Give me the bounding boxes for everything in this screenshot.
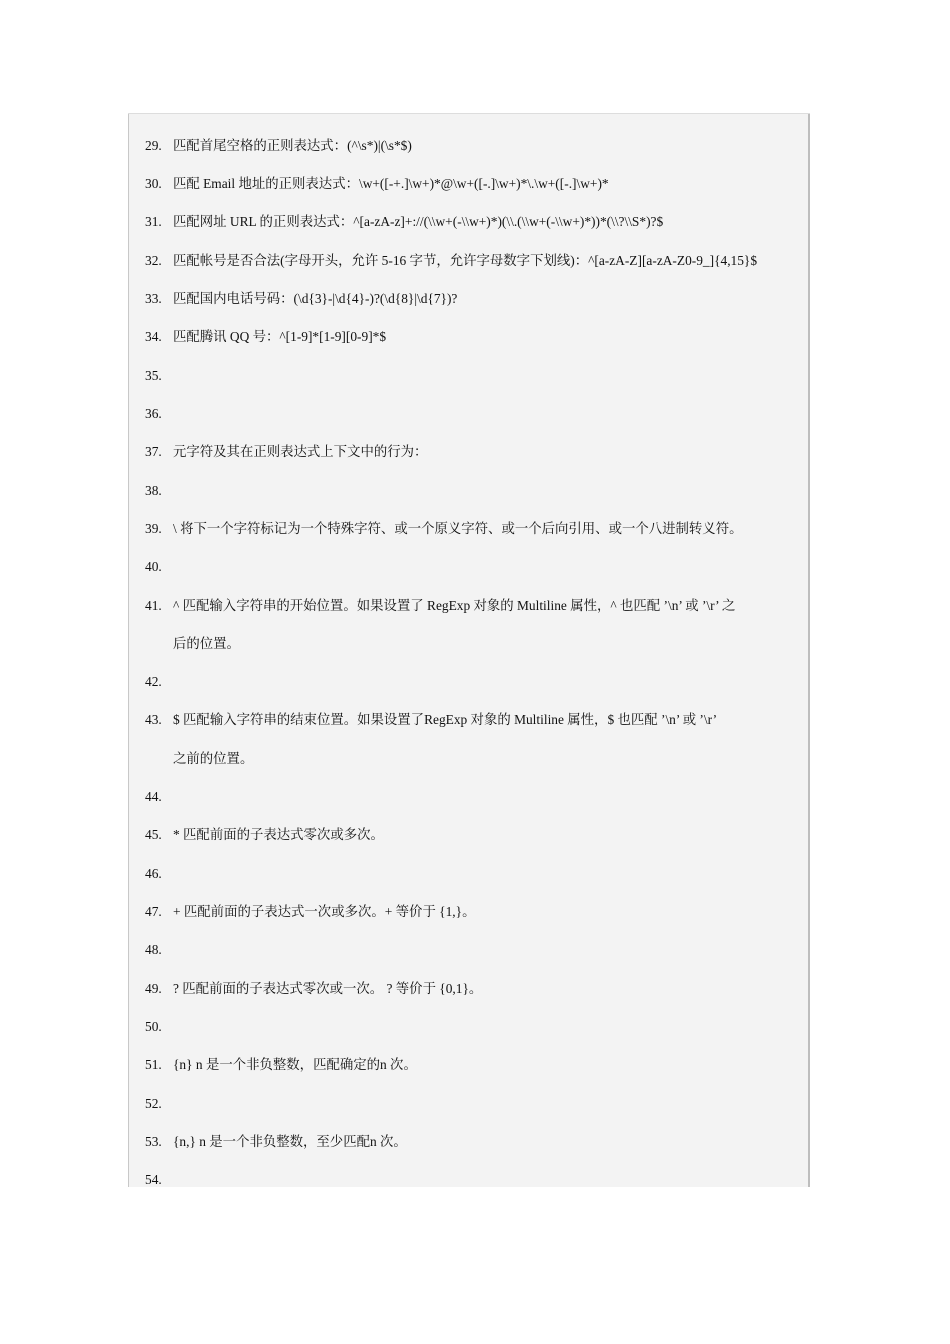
code-line: 46.: [145, 866, 162, 881]
code-line: 36.: [145, 406, 162, 421]
code-line: 37. 元字符及其在正则表达式上下文中的行为：: [145, 444, 428, 459]
code-line: 51. {n} n 是一个非负整数，匹配确定的n 次。: [145, 1057, 417, 1072]
code-line: 31. 匹配网址 URL 的正则表达式：^[a-zA-z]+://(\\w+(-\\w+)*)(\\.(\\w+(-\\w+)*))*(\\?\\S*)?$: [145, 214, 664, 229]
code-line: 41. ^ 匹配输入字符串的开始位置。如果设置了 RegExp 对象的 Multiline 属性，^ 也匹配 ’\n’ 或 ’\r’ 之: [145, 598, 736, 613]
code-line: 49. ? 匹配前面的子表达式零次或一次。 ? 等价于 {0,1}。: [145, 981, 483, 996]
code-line: 45. * 匹配前面的子表达式零次或多次。: [145, 827, 384, 842]
code-line-continuation: 后的位置。: [173, 636, 240, 651]
code-line: 38.: [145, 483, 162, 498]
code-listing-panel: [128, 113, 810, 1187]
code-line: 40.: [145, 559, 162, 574]
code-line: 52.: [145, 1096, 162, 1111]
code-line: 43. $ 匹配输入字符串的结束位置。如果设置了RegExp 对象的 Multiline 属性，$ 也匹配 ’\n’ 或 ’\r’: [145, 712, 718, 727]
code-line-continuation: 之前的位置。: [173, 751, 254, 766]
code-line: 39. \ 将下一个字符标记为一个特殊字符、或一个原义字符、或一个后向引用、或一个八进制转义符。: [145, 521, 743, 536]
code-line: 44.: [145, 789, 162, 804]
code-line: 33. 匹配国内电话号码：(\d{3}-|\d{4}-)?(\d{8}|\d{7})?: [145, 291, 458, 306]
code-line: 48.: [145, 942, 162, 957]
code-line: 35.: [145, 368, 162, 383]
code-line: 32. 匹配帐号是否合法(字母开头，允许 5-16 字节，允许字母数字下划线)：^[a-zA-Z][a-zA-Z0-9_]{4,15}$: [145, 253, 758, 268]
code-line: 53. {n,} n 是一个非负整数，至少匹配n 次。: [145, 1134, 407, 1149]
code-line: 29. 匹配首尾空格的正则表达式：(^\s*)|(\s*$): [145, 138, 412, 153]
code-line: 34. 匹配腾讯 QQ 号：^[1-9]*[1-9][0-9]*$: [145, 329, 387, 344]
code-line: 42.: [145, 674, 162, 689]
code-line: 54.: [145, 1172, 162, 1187]
code-line: 30. 匹配 Email 地址的正则表达式：\w+([-+.]\w+)*@\w+([-.]\w+)*\.\w+([-.]\w+)*: [145, 176, 609, 191]
code-line: 47. + 匹配前面的子表达式一次或多次。+ 等价于 {1,}。: [145, 904, 476, 919]
code-line: 50.: [145, 1019, 162, 1034]
